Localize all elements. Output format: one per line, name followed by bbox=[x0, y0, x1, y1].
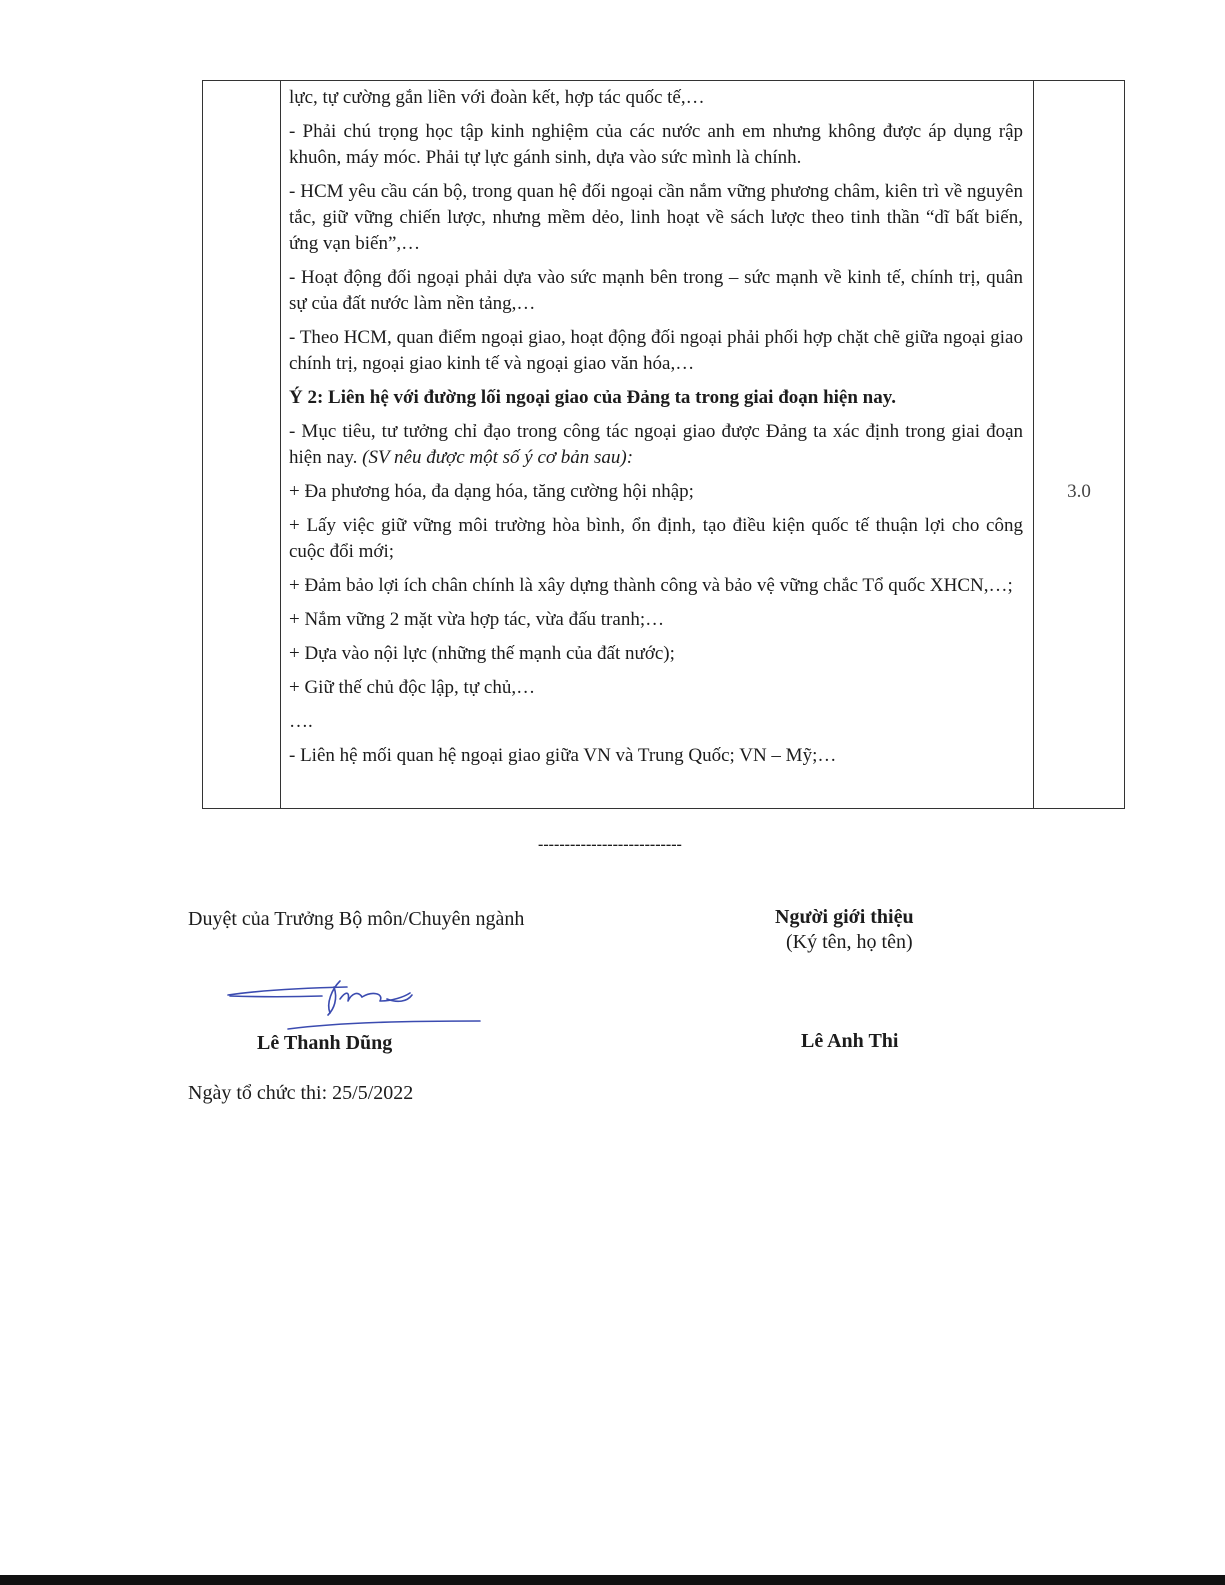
answer-table bbox=[202, 80, 1125, 809]
handwritten-signature bbox=[222, 975, 484, 1035]
section-heading: Ý 2: Liên hệ với đường lối ngoại giao của Đảng ta trong giai đoạn hiện nay. bbox=[289, 387, 896, 408]
point-item: + Đảm bảo lợi ích chân chính là xây dựng thành công và bảo vệ vững chắc Tổ quốc XHCN,…; bbox=[289, 575, 1013, 596]
approval-title: Duyệt của Trưởng Bộ môn/Chuyên ngành bbox=[188, 908, 525, 930]
point-item: + Dựa vào nội lực (những thế mạnh của đất nước); bbox=[289, 643, 675, 664]
point-item: + Đa phương hóa, đa dạng hóa, tăng cường hội nhập; bbox=[289, 481, 694, 502]
score-cell bbox=[1034, 81, 1125, 809]
goal-note: (SV nêu được một số ý cơ bản sau): bbox=[362, 447, 634, 468]
question-number-cell bbox=[203, 81, 281, 809]
goal-text: - Mục tiêu, tư tưởng chỉ đạo trong công tác ngoại giao được Đảng ta xác định trong giai đoạn hiện nay. bbox=[289, 421, 1023, 468]
goal-paragraph bbox=[289, 419, 1023, 471]
table-row bbox=[203, 81, 1125, 809]
point-item: + Lấy việc giữ vững môi trường hòa bình, ổn định, tạo điều kiện quốc tế thuận lợi cho công cuộc đổi mới; bbox=[289, 515, 1023, 562]
point-item: - Liên hệ mối quan hệ ngoại giao giữa VN và Trung Quốc; VN – Mỹ;… bbox=[289, 745, 837, 766]
answer-paragraph: - Theo HCM, quan điểm ngoại giao, hoạt động đối ngoại phải phối hợp chặt chẽ giữa ngoại giao chính trị, ngoại giao kinh tế và ngoại giao văn hóa,… bbox=[289, 327, 1023, 374]
point-item: + Giữ thế chủ độc lập, tự chủ,… bbox=[289, 677, 536, 698]
presenter-title: Người giới thiệu bbox=[775, 906, 914, 928]
answer-paragraph: lực, tự cường gắn liền với đoàn kết, hợp tác quốc tế,… bbox=[289, 87, 705, 108]
presenter-name: Lê Anh Thi bbox=[801, 1030, 899, 1052]
presenter-subtitle: (Ký tên, họ tên) bbox=[786, 931, 913, 953]
point-item: …. bbox=[289, 711, 313, 732]
answer-content-cell bbox=[281, 81, 1034, 809]
point-item: + Nắm vững 2 mặt vừa hợp tác, vừa đấu tranh;… bbox=[289, 609, 665, 630]
section-separator: --------------------------- bbox=[538, 836, 682, 853]
answer-paragraph: - Hoạt động đối ngoại phải dựa vào sức mạnh bên trong – sức mạnh về kinh tế, chính trị, quân sự của đất nước làm nền tảng,… bbox=[289, 267, 1023, 314]
answer-paragraph: - HCM yêu cầu cán bộ, trong quan hệ đối ngoại cần nắm vững phương châm, kiên trì về nguyên tắc, giữ vững chiến lược, nhưng mềm dẻo, linh hoạt về sách lược theo tinh thần “dĩ bất biến, ứng vạn biến”,… bbox=[289, 181, 1023, 254]
page-edge-bar bbox=[0, 1575, 1225, 1585]
score-value: 3.0 bbox=[1067, 481, 1091, 502]
answer-paragraph: - Phải chú trọng học tập kinh nghiệm của các nước anh em nhưng không được áp dụng rập khuôn, máy móc. Phải tự lực gánh sinh, dựa vào sức mình là chính. bbox=[289, 121, 1023, 168]
approver-name: Lê Thanh Dũng bbox=[257, 1032, 393, 1054]
exam-date: Ngày tổ chức thi: 25/5/2022 bbox=[188, 1082, 414, 1104]
